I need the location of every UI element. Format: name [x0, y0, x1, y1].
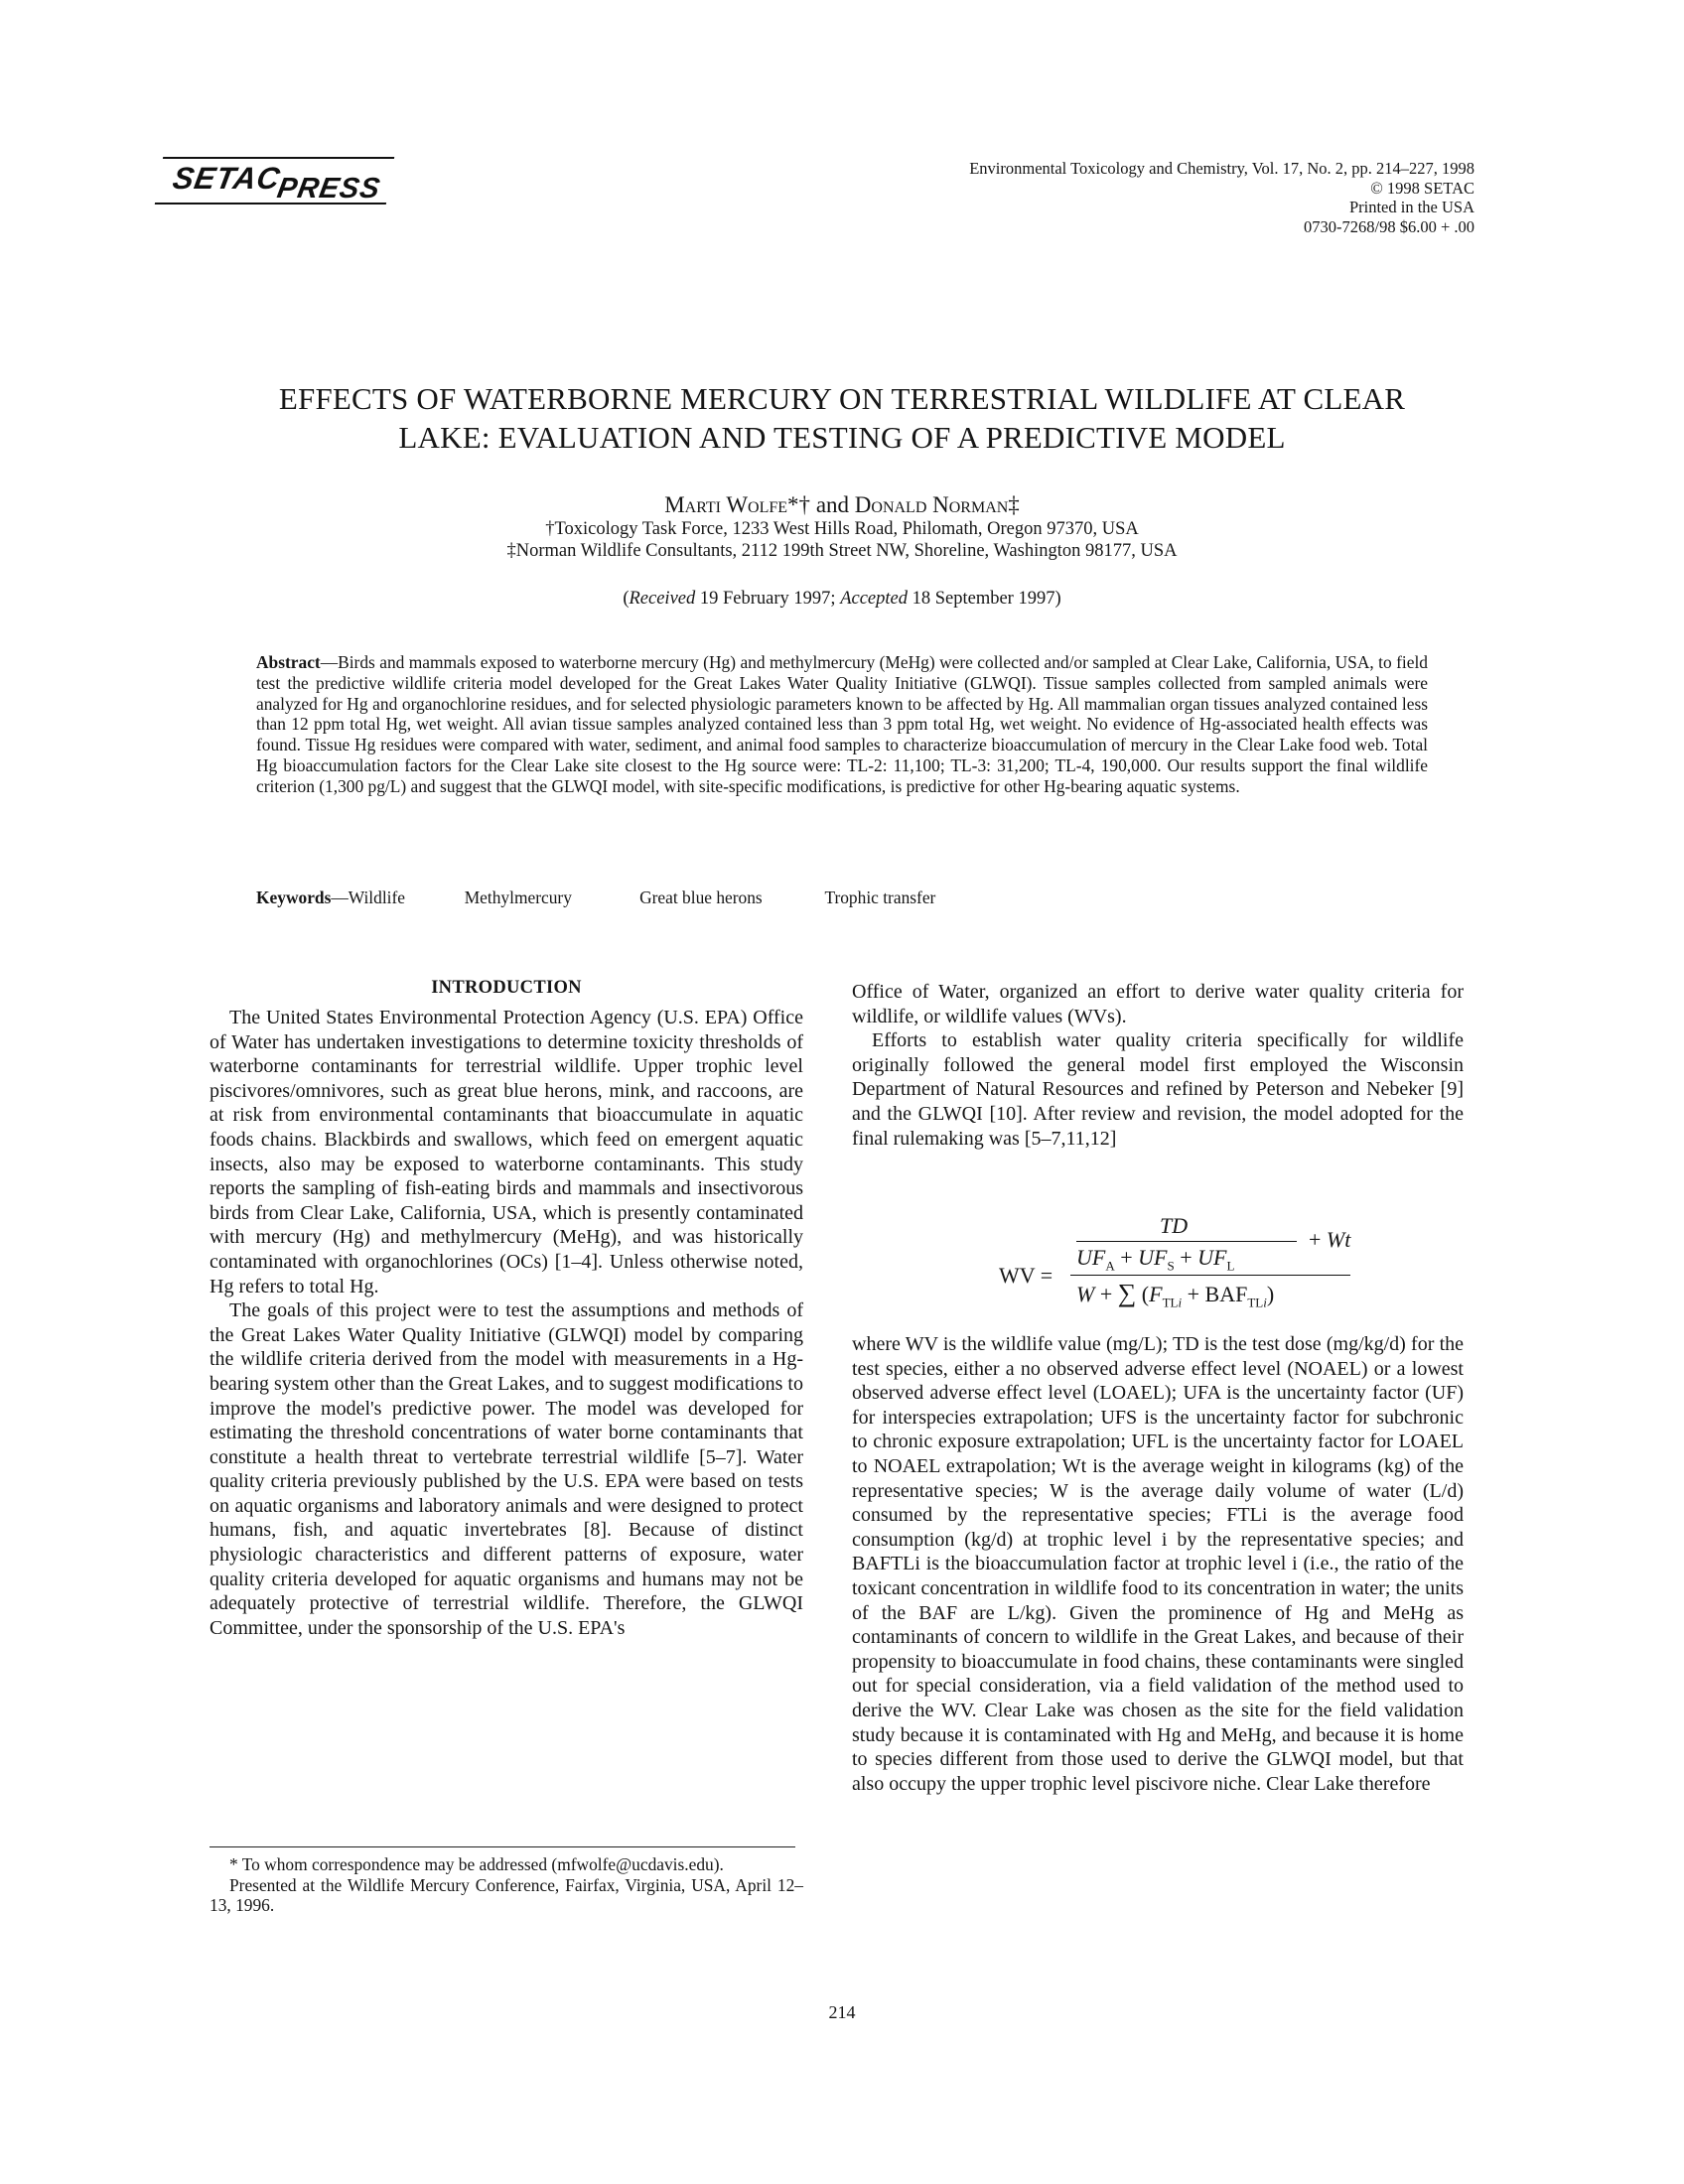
left-column [210, 1006, 803, 1640]
author-and: and [815, 492, 850, 517]
setac-press-logo [155, 157, 394, 205]
affiliation-2: ‡Norman Wildlife Consultants, 2112 199th Street NW, Shoreline, Washington 98177, USA [506, 541, 1178, 561]
keywords-label: Keywords [256, 887, 332, 907]
formula-uf-sum: $UF_A + UF_S + UF_L$ [1076, 1245, 1235, 1274]
title-line-2: LAKE: EVALUATION AND TESTING OF A PREDICTIVE MODEL [398, 420, 1286, 455]
intro-paragraph-5: where WV is the wildlife value (mg/L); TD is the test dose (mg/kg/d) for the test species, either a no observed adverse effect level (NOAEL) or a lowest observed adverse effect level (LOAEL); UFA is the uncertainty factor (UF) for interspecies extrapolation; UFS is the uncertainty factor for subchronic to chronic exposure extrapolation; UFL is the uncertainty factor for LOAEL to NOAEL extrapolation; Wt is the average weight in kilograms (kg) of the representative species; W is the average daily volume of water (L/d) consumed by the representative species; FTLi is the average food consumption (kg/d) at trophic level i by the representative species; and BAFTLi is the bioaccumulation factor at trophic level i (i.e., the ratio of the toxicant concentration in wildlife food to its concentration in water; the units of the BAF are L/kg). Given the prominence of Hg and MeHg as contaminants of concern to wildlife in the Great Lakes, and because of their propensity to bioaccumulate in food chains, these contaminants were singled out for special consideration, via a field validation of the method used to derive the WV. Clear Lake was chosen as the site for the field validation study because it is contaminated with Hg and MeHg, and because it is home to species different from those used to derive the GLWQI model, but that also occupy the upper trophic level piscivore niche. Clear Lake therefore [852, 1333, 1464, 1795]
journal-issn: 0730-7268/98 $6.00 + .00 [1303, 216, 1474, 236]
logo-press-text: PRESS [274, 173, 383, 205]
right-column [852, 980, 1464, 1151]
accepted-label: Accepted [840, 589, 908, 609]
journal-copyright: © 1998 SETAC [1370, 178, 1474, 198]
journal-info [720, 159, 1474, 236]
accepted-date: 18 September 1997 [912, 589, 1055, 609]
affiliation-1: †Toxicology Task Force, 1233 West Hills Road, Philomath, Oregon 97370, USA [545, 519, 1139, 539]
received-date: 19 February 1997; [699, 589, 836, 609]
formula-plus-wt: + Wt [1309, 1227, 1351, 1252]
page-number: 214 [828, 2002, 856, 2022]
footnote-presented: Presented at the Wildlife Mercury Conference, Fairfax, Virginia, USA, April 12–13, 1996. [210, 1874, 803, 1915]
intro-paragraph-4: Efforts to establish water quality criteria specifically for wildlife originally followed the general model first employed the Wisconsin Department of Natural Resources and refined by Peterson and Nebeker [9] and the GLWQI [10]. After review and revision, the model adopted for the final rulemaking was [5–7,11,12] [852, 1029, 1464, 1150]
footnote-correspondence: * To whom correspondence may be addressed (mfwolfe@ucdavis.edu). [229, 1854, 724, 1874]
journal-printed: Printed in the USA [1348, 198, 1474, 216]
journal-citation: Environmental Toxicology and Chemistry, Vol. 17, No. 2, pp. 214–227, 1998 [969, 159, 1474, 178]
author-list [179, 492, 1505, 518]
keywords [256, 887, 1428, 908]
keyword-4: Trophic transfer [824, 887, 936, 907]
abstract-label: Abstract [256, 652, 321, 672]
title-line-1: EFFECTS OF WATERBORNE MERCURY ON TERRESTRIAL WILDLIFE AT CLEAR [278, 381, 1406, 416]
formula-denominator: W + ∑ $(F_{TLi} + BAF_{TLi})$ [1076, 1279, 1275, 1310]
received-dates: (Received 19 February 1997; Accepted 18 September 1997) [623, 589, 1061, 609]
formula-td: TD [1160, 1213, 1189, 1238]
right-column-continued [852, 1332, 1464, 1796]
keyword-1: —Wildlife [331, 887, 405, 907]
affiliations [179, 518, 1505, 562]
abstract [256, 652, 1428, 797]
formula-lhs: WV = [999, 1263, 1053, 1288]
main-fraction-bar [1070, 1275, 1350, 1276]
intro-paragraph-2: The goals of this project were to test the assumptions and methods of the Great Lakes Water Quality Initiative (GLWQI) model by comparing the wildlife criteria derived from the model with measurements in a Hg-bearing system other than the Great Lakes, and to suggest modifications to improve the model's predictive power. The model was developed for estimating the threshold concentrations of water borne contaminants that constitute a health threat to vertebrate terrestrial wildlife [5–7]. Water quality criteria previously published by the U.S. EPA were based on tests on aquatic organisms and laboratory animals and were designed to protect humans, fish, and aquatic invertebrates [8]. Because of distinct physiologic characteristics and different patterns of exposure, water quality criteria developed for aquatic organisms and humans may not be adequately protective of terrestrial wildlife. Therefore, the GLWQI Committee, under the sponsorship of the U.S. EPA's [210, 1299, 803, 1639]
intro-paragraph-3: Office of Water, organized an effort to derive water quality criteria for wildlife, or wildlife values (WVs). [852, 981, 1464, 1027]
article-title [179, 379, 1505, 457]
keyword-3: Great blue herons [639, 887, 763, 907]
wildlife-value-formula [852, 1207, 1464, 1326]
intro-paragraph-1: The United States Environmental Protection Agency (U.S. EPA) Office of Water has undertaken investigations to determine toxicity thresholds of waterborne contaminants for terrestrial wildlife. Upper trophic level piscivores/omnivores, such as great blue herons, mink, and raccoons, are at risk from environmental contaminants that bioaccumulate in aquatic foods chains. Blackbirds and swallows, which feed on emergent aquatic insects, also may be exposed to waterborne contaminants. This study reports the sampling of fish-eating birds and mammals and insectivorous birds from Clear Lake, California, USA, which is presently contaminated with mercury (Hg) and methylmercury (MeHg), and was historically contaminated with organochlorines (OCs) [1–4]. Unless otherwise noted, Hg refers to total Hg. [210, 1007, 803, 1297]
keyword-2: Methylmercury [464, 887, 572, 907]
inner-fraction-bar [1076, 1241, 1297, 1242]
author-1: Marti Wolfe*† [664, 492, 811, 517]
footnote-divider [210, 1846, 795, 1847]
introduction-heading: INTRODUCTION [431, 978, 582, 998]
received-label: Received [629, 589, 696, 609]
abstract-text: —Birds and mammals exposed to waterborne mercury (Hg) and methylmercury (MeHg) were collected and/or sampled at Clear Lake, California, USA, to field test the predictive wildlife criteria model developed for the Great Lakes Water Quality Initiative (GLWQI). Tissue samples collected from sampled animals were analyzed for Hg and organochlorine residues, and for selected physiologic parameters known to be affected by Hg. All mammalian organ tissues analyzed contained less than 12 ppm total Hg, wet weight. All avian tissue samples analyzed contained less than 3 ppm total Hg, wet weight. No evidence of Hg-associated health effects was found. Tissue Hg residues were compared with water, sediment, and animal food samples to characterize bioaccumulation of mercury in the Clear Lake food web. Total Hg bioaccumulation factors for the Clear Lake site closest to the Hg source were: TL-2: 11,100; TL-3: 31,200; TL-4, 190,000. Our results support the final wildlife criterion (1,300 pg/L) and suggest that the GLWQI model, with site-specific modifications, is predictive for other Hg-bearing aquatic systems. [256, 652, 1428, 796]
author-2: Donald Norman‡ [854, 492, 1020, 517]
footnotes [210, 1854, 803, 1916]
logo-setac-text: SETAC [170, 161, 284, 196]
